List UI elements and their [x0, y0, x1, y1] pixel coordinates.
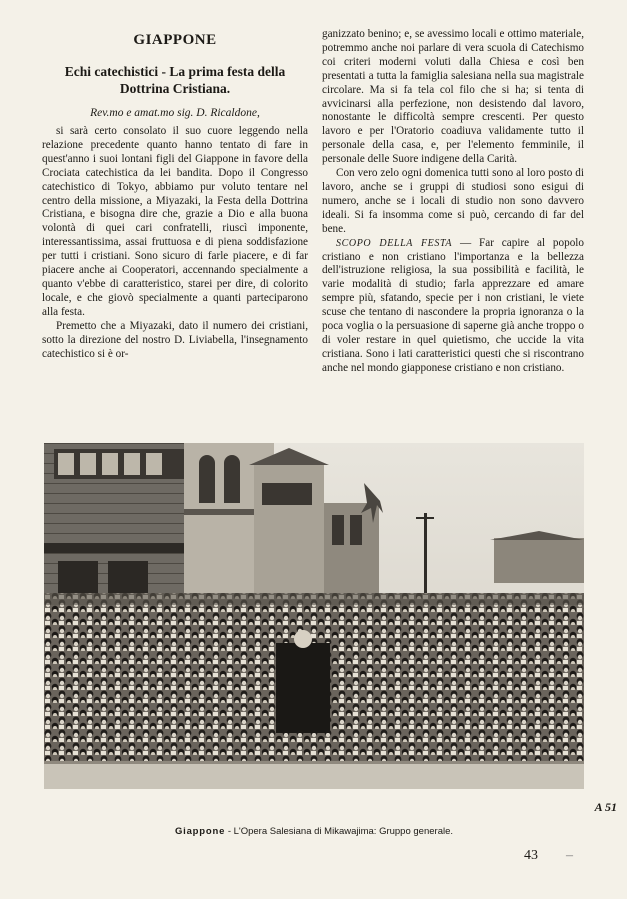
caption-place: Giappone	[174, 826, 226, 837]
section-title: GIAPPONE	[133, 32, 217, 48]
page-number: 43	[524, 848, 538, 863]
scopo-heading: SCOPO DELLA FESTA	[336, 237, 453, 249]
group-photo	[44, 443, 584, 789]
caption-text: - L'Opera Salesiana di Mikawajima: Gruppo generale.	[225, 826, 454, 837]
paragraph: Con vero zelo ogni domenica tutti sono al loro posto di lavoro, anche se i gruppi di studiosi sono esigui di numero, anche se i locali di studio non sono davvero ideali. Si fa insomma come si può, cercando di far del bene.	[322, 167, 584, 235]
photo-reference-mark: A 51	[594, 800, 617, 814]
page-dash: –	[566, 848, 573, 863]
left-column	[42, 28, 308, 361]
article-title: Echi catechistici - La prima festa della Dottrina Cristiana.	[64, 64, 286, 96]
scopo-text: — Far capire al popolo cristiano e non cristiano l'importanza e la bellezza dell'istruzione religiosa, la sua possibilità e facilità, le varie modalità di studio; farla apprezzare ed amare sempre più, sfatando, specie per i non cristiani, le viete scuse che tentano di nascondere la propria ignoranza o la poca voglia o la persuasione di saperne già anche troppo o di voler restare in quel quietismo, che uccide la vita cristiana. Sono i lati caratteristici questi che si riscontrano anche nel mondo giapponese cristiano e non cristiano.	[322, 236, 584, 374]
paragraph: ganizzato benino; e, se avessimo locali e ottimo materiale, potremmo anche noi parlare di vera scuola di Catechismo coi criteri moderni voluti dalla Chiesa e così ben presentati a tutta la famiglia salesiana nella sua magistrale circolare. Ma si fa tela col filo che si ha; si tenta di avvicinarsi alla perfezione, non desistendo dal lavoro, nonostante le difficoltà sempre crescenti. Per questo lavoro e per l'Oratorio coadiuva validamente tutto il personale della casa, e, per l'elemento femminile, il personale delle Suore indigene della Carità.	[322, 28, 584, 166]
paragraph: Premetto che a Miyazaki, dato il numero dei cristiani, sotto la direzione del nostro D. Liviabella, l'insegnamento catechistico si è or-	[42, 319, 308, 360]
salutation: Rev.mo e amat.mo sig. D. Ricaldone,	[90, 107, 260, 119]
photo-caption	[44, 826, 584, 837]
paragraph: si sarà certo consolato il suo cuore leggendo nella relazione precedente quanto hanno tentato di fare in quest'anno i suoi lontani figli del Giappone in favore della Crociata catechistica da lei bandita. Dopo il Congresso catechistico di Tokyo, abbiamo pur voluto tentare nel centro della missione, a Miyazaki, la Festa della Dottrina Cristiana, e bisogna dire che, grazie a Dio e alla buona volontà di quei cari confratelli, riuscì imponente, interessantissima, assai fruttuosa e di piena soddisfazione per tutti i cristiani. Sono sicuro di farle piacere, e di far piacere anche ai Cooperatori, accennando specialmente a quanto v'ebbe di caratteristico, starei per dire, di colorito locale, e che giovò specialmente a quanti parteciparono alla festa.	[42, 125, 308, 318]
right-column	[322, 28, 584, 376]
group-photo-image	[44, 443, 584, 789]
scopo-paragraph	[322, 237, 584, 376]
